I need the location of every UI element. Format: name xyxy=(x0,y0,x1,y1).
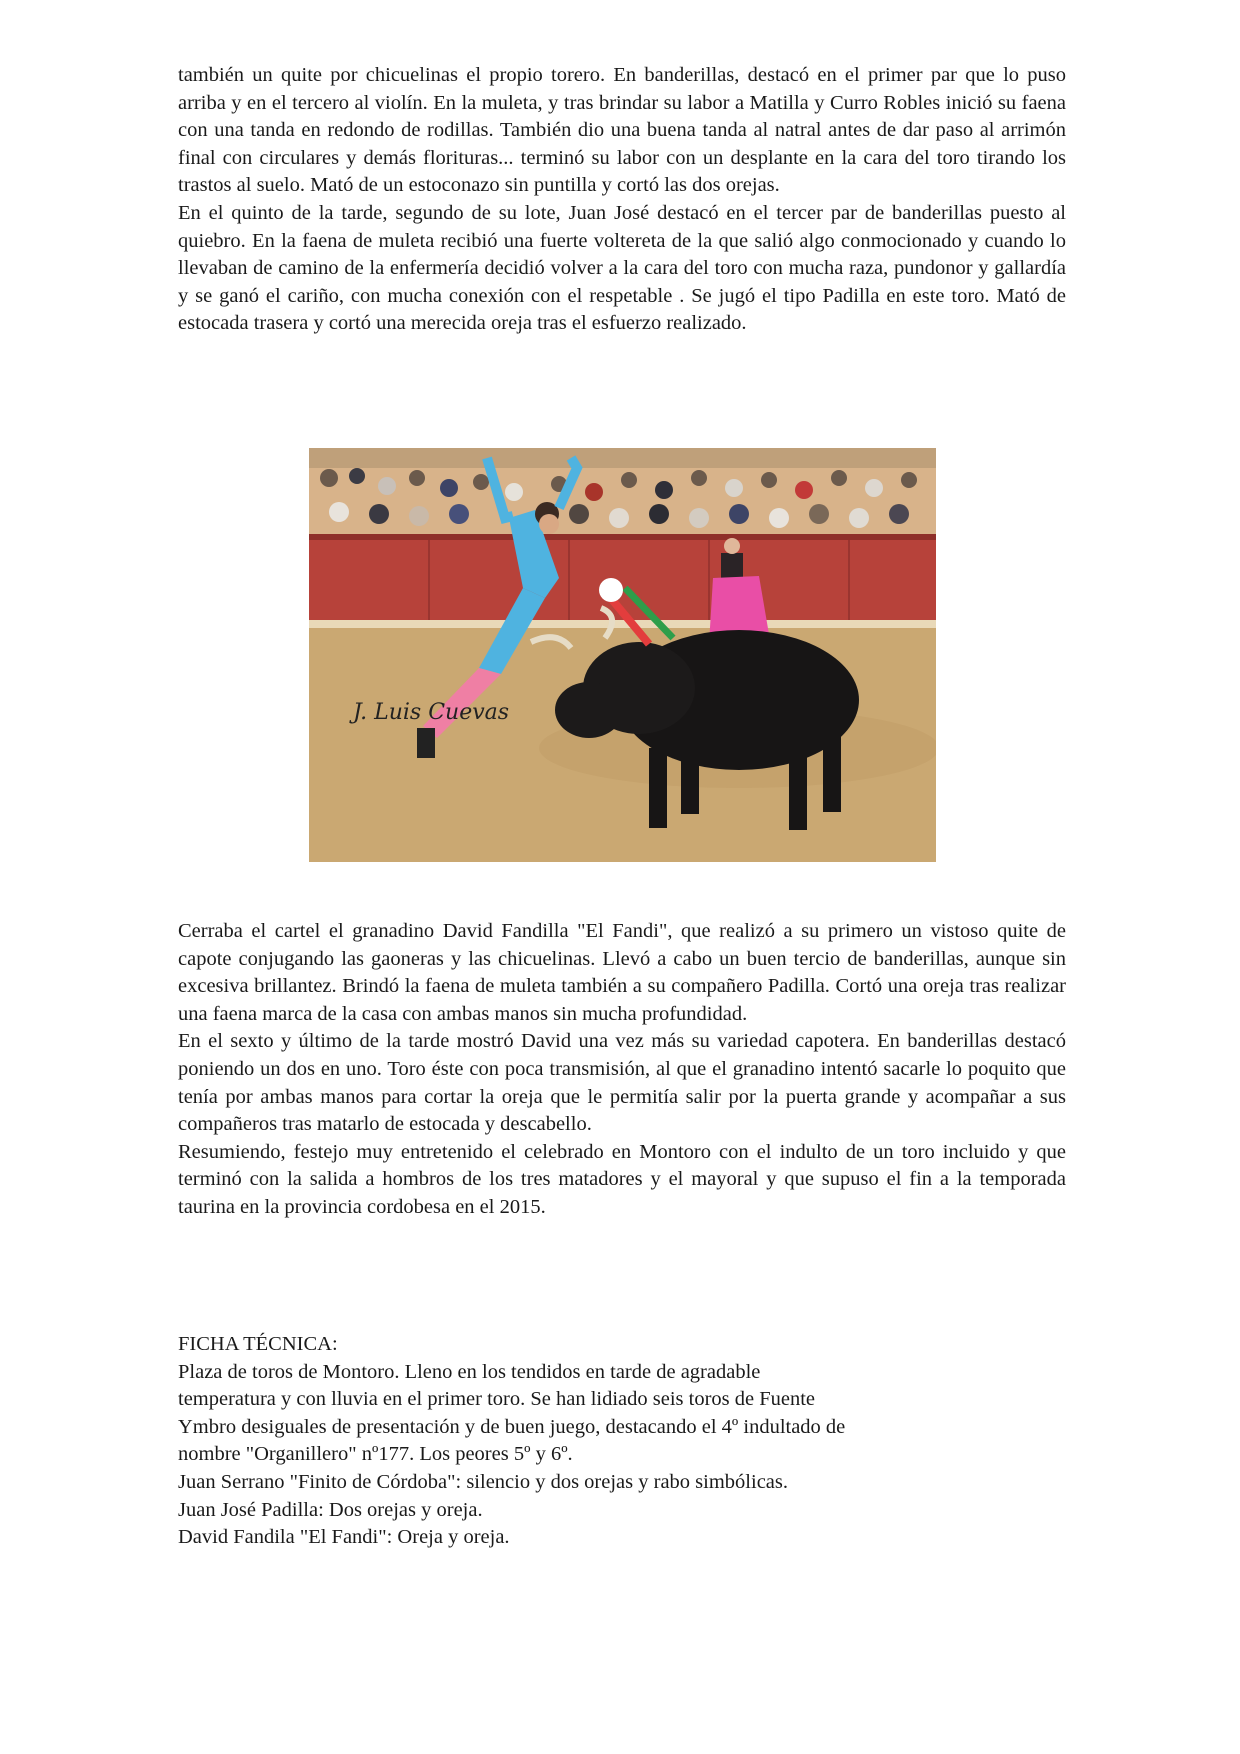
paragraph-1: también un quite por chicuelinas el propio torero. En banderillas, destacó en el primer par que lo puso arriba y en el tercero al violín. En la muleta, y tras brindar su labor a Matilla y Curro Robles inició su faena con una tanda en redondo de rodillas. También dio una buena tanda al natral antes de dar paso al arrimón final con circulares y demás florituras... terminó su labor con un desplante en la cara del toro tirando los trastos al suelo. Mató de un estoconazo sin puntilla y cortó las dos orejas. xyxy=(178,64,1066,197)
paragraph-5: Resumiendo, festejo muy entretenido el celebrado en Montoro con el indulto de un toro incluido y que terminó con la salida a hombros de los tres matadores y el mayoral y que supuso el fin a la temporada taurina en la provincia cordobesa en el 2015. xyxy=(178,1140,1066,1218)
ficha-heading: FICHA TÉCNICA: xyxy=(178,1333,338,1355)
paragraph-3: Cerraba el cartel el granadino David Fandilla "El Fandi", que realizó a su primero un vistoso quite de capote conjugando las gaoneras y las chicuelinas. Llevó a cabo un buen tercio de banderillas, aunque sin excesiva brillantez. Brindó la faena de muleta también a su compañero Padilla. Cortó una oreja tras realizar una faena marca de la casa con ambas manos sin mucha profundidad. xyxy=(178,920,1066,1025)
ficha-line: Juan Serrano "Finito de Córdoba": silencio y dos orejas y rabo simbólicas. xyxy=(178,1470,788,1493)
paragraph-4: En el sexto y último de la tarde mostró David una vez más su variedad capotera. En banderillas destacó poniendo un dos en uno. Toro éste con poca transmisión, al que el granadino intentó sacarle lo poquito que tenía por ambas manos para cortar la oreja que le permitía salir por la puerta grande y acompañar a sus compañeros tras matarlo de estocada y descabello. xyxy=(178,1030,1066,1136)
ficha-line: Plaza de toros de Montoro. Lleno en los tendidos en tarde de agradable xyxy=(178,1360,761,1383)
ficha-line: Ymbro desiguales de presentación y de buen juego, destacando el 4º indultado de xyxy=(178,1415,846,1438)
paragraph-2: En el quinto de la tarde, segundo de su lote, Juan José destacó en el tercer par de banderillas puesto al quiebro. En la faena de muleta recibió una fuerte voltereta de la que salió algo conmocionado y cuando lo llevaban de camino de la enfermería decidió volver a la cara del toro con mucha raza, pundonor y gallardía y se ganó el cariño, con mucha conexión con el respetable . Se jugó el tipo Padilla en este toro. Mató de estocada trasera y cortó una merecida oreja tras el esfuerzo realizado. xyxy=(178,201,1066,335)
ficha-line: Juan José Padilla: Dos orejas y oreja. xyxy=(178,1498,483,1521)
ficha-tecnica xyxy=(178,1331,1066,1552)
article-middle-text xyxy=(178,918,1066,1222)
ficha-line: temperatura y con lluvia en el primer toro. Se han lidiado seis toros de Fuente xyxy=(178,1388,816,1411)
bullfight-photo xyxy=(309,448,936,862)
photographer-signature: J. Luis Cuevas xyxy=(353,700,510,725)
ficha-line: David Fandila "El Fandi": Oreja y oreja. xyxy=(178,1526,510,1549)
ficha-line: nombre "Organillero" nº177. Los peores 5º y 6º. xyxy=(178,1443,573,1466)
article-top-text xyxy=(178,62,1066,338)
